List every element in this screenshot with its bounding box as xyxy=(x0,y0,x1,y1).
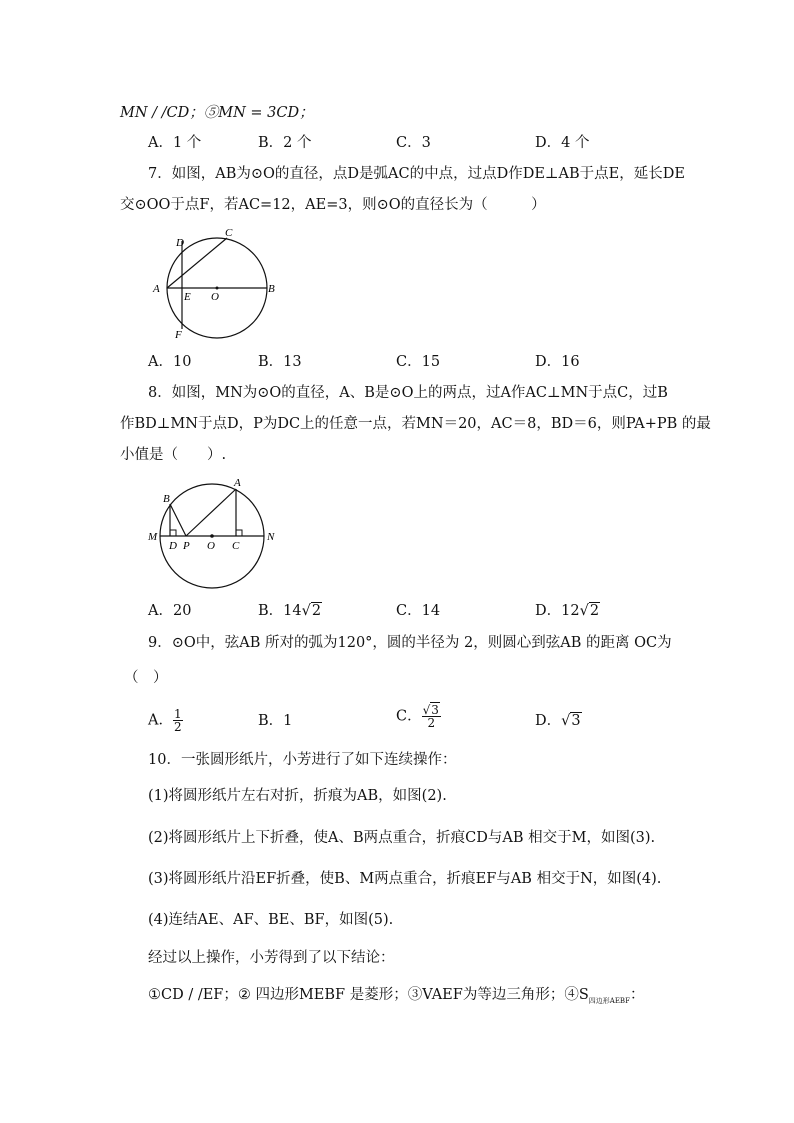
q9-line1: 9．⊙O中，弦AB 所对的弧为120°，圆的半径为 2，则圆心到弦AB 的距离 OC为 xyxy=(148,635,672,651)
q8-option-b-radicand: 2 xyxy=(311,603,322,619)
q9-line2: （ ） xyxy=(124,670,168,686)
q8-line3: 小值是（ ）. xyxy=(120,447,227,463)
q8-label-o: O xyxy=(207,540,215,552)
q6-option-d: D．4 个 xyxy=(535,135,590,151)
q7-option-d: D．16 xyxy=(535,354,580,370)
q9-option-a-numerator: 1 xyxy=(173,707,182,721)
q8-option-d-radicand: 2 xyxy=(589,603,600,619)
q9-option-d-radicand: 3 xyxy=(571,713,581,729)
q10-summary: 经过以上操作，小芳得到了以下结论： xyxy=(148,950,395,966)
q7-center-dot xyxy=(216,287,219,290)
q10-line1: 10．一张圆形纸片，小芳进行了如下连续操作： xyxy=(148,752,457,768)
q8-option-a: A．20 xyxy=(148,603,192,619)
q7-line1: 7．如图，AB为⊙O的直径，点D是弧AC的中点，过点D作DE⊥AB于点E，延长DE xyxy=(148,166,685,182)
q8-option-d: D．12√2 xyxy=(535,603,600,619)
q8-option-c: C．14 xyxy=(396,603,441,619)
q6-option-b: B．2 个 xyxy=(258,135,312,151)
q8-label-a: A xyxy=(234,477,241,489)
q7-option-a: A．10 xyxy=(148,354,192,370)
q7-figure xyxy=(150,226,280,342)
q7-label-f: F xyxy=(175,329,182,341)
top-line: MN / /CD；⑤MN = 3CD； xyxy=(120,105,314,121)
q9-option-a: A． $\frac{1}{2}$ xyxy=(148,707,182,734)
q7-label-e: E xyxy=(184,291,191,303)
q10-conclusions: ①CD / /EF；② 四边形MEBF 是菱形；③VAEF为等边三角形；$④S_{四边形AEBF}$： xyxy=(148,987,645,1005)
q8-center-dot xyxy=(210,534,214,538)
q8-label-n: N xyxy=(267,531,275,543)
q7-label-d: D xyxy=(176,237,184,249)
q9-option-b: B．1 xyxy=(258,713,293,729)
q8-label-b: B xyxy=(163,493,170,505)
q8-label-m: M xyxy=(148,531,158,543)
q8-segment-pa xyxy=(186,489,236,536)
q9-option-a-denominator: 2 xyxy=(173,720,182,734)
q10-step1: (1)将圆形纸片左右对折，折痕为AB，如图(2). xyxy=(148,788,447,804)
q9-option-c: C． $\frac{√3}{2}$ xyxy=(396,703,439,730)
q7-option-b: B．13 xyxy=(258,354,302,370)
q7-line2: 交⊙OO于点F，若AC=12，AE=3，则⊙O的直径长为（ ） xyxy=(120,197,546,213)
q8-right-angle-c xyxy=(236,530,242,536)
q10-step4: (4)连结AE、AF、BE、BF，如图(5). xyxy=(148,912,394,928)
q7-label-a: A xyxy=(153,283,160,295)
q8-figure xyxy=(146,474,282,590)
q7-label-b: B xyxy=(268,283,275,295)
q8-line2: 作BD⊥MN于点D，P为DC上的任意一点，若MN＝20，AC＝8，BD＝6，则PA+PB 的最 xyxy=(120,416,711,432)
q8-segment-bp xyxy=(170,504,186,536)
q8-right-angle-d xyxy=(170,530,176,536)
q6-option-c: C．3 xyxy=(396,135,431,151)
q7-label-c: C xyxy=(225,227,233,239)
q9-option-c-denominator: 2 xyxy=(427,716,436,730)
q9-option-c-radicand: 3 xyxy=(431,703,439,717)
q10-subscript: 四边形AEBF xyxy=(588,996,630,1005)
q10-step2: (2)将圆形纸片上下折叠，使A、B两点重合，折痕CD与AB 相交于M，如图(3). xyxy=(148,830,656,846)
q7-option-c: C．15 xyxy=(396,354,441,370)
q8-line1: 8．如图，MN为⊙O的直径，A、B是⊙O上的两点，过A作AC⊥MN于点C，过B xyxy=(148,385,668,401)
q8-label-c: C xyxy=(232,540,240,552)
q7-label-o: O xyxy=(211,291,219,303)
q8-option-b: B．14√2 xyxy=(258,603,322,619)
q9-option-d: D．√3 xyxy=(535,713,581,729)
q8-label-d: D xyxy=(169,540,177,552)
q10-step3: (3)将圆形纸片沿EF折叠，使B、M两点重合，折痕EF与AB 相交于N，如图(4). xyxy=(148,871,662,887)
q6-option-a: A．1 个 xyxy=(148,135,202,151)
q8-label-p: P xyxy=(183,540,190,552)
